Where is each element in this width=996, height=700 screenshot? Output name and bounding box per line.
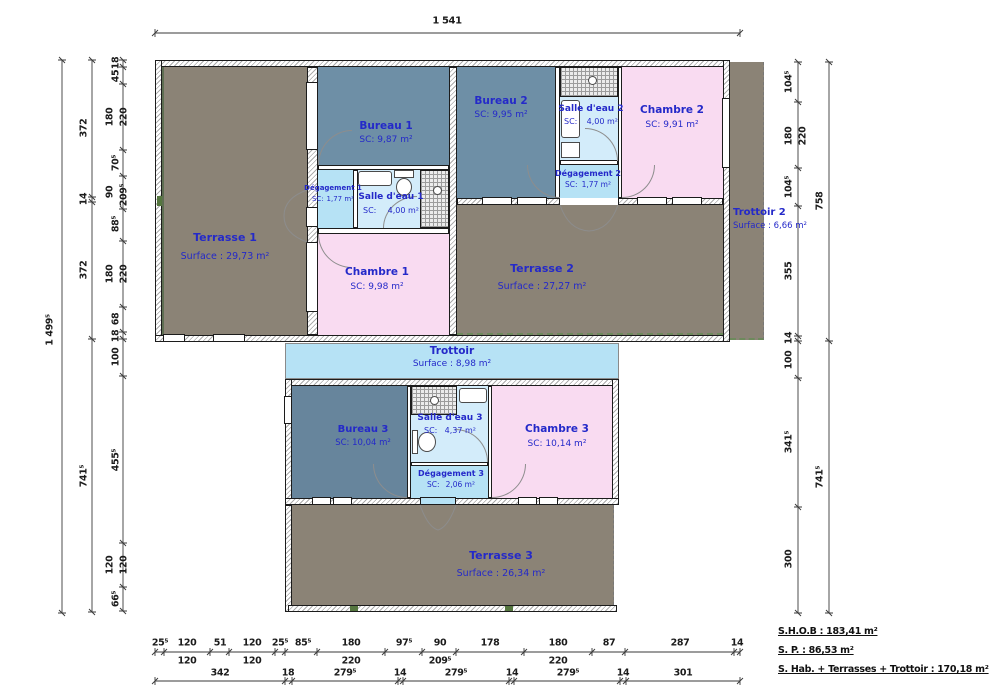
label-bureau-2 (474, 95, 527, 120)
label-degagement-3 (418, 469, 484, 489)
shower-area (420, 170, 449, 228)
room-name: Chambre 3 (525, 423, 589, 435)
dim-bottom: 120 (242, 637, 262, 649)
dim-left: 18 (110, 329, 122, 343)
dim-bottom: 180 (548, 637, 568, 649)
dim-left: 18 (110, 56, 122, 70)
door-opening (306, 207, 318, 227)
dim-bottom2: 279⁵ (333, 667, 357, 679)
dim-left-mid: 741⁵ (78, 464, 90, 488)
label-bureau-1 (359, 120, 412, 145)
summary-total: S. Hab. + Terrasses + Trottoir : 170,18 m² (778, 664, 989, 675)
room-area: SC: 9,95 m² (474, 110, 528, 120)
dim-left: 88⁵ (110, 215, 122, 233)
dim-right: 104⁵ (783, 175, 795, 199)
dim-top-total: 1 541 (432, 15, 462, 27)
dim-bottom-h: 220 (548, 655, 568, 667)
label-terrasse-1 (181, 231, 270, 262)
window (482, 197, 512, 205)
dim-left: 220 (118, 264, 130, 284)
dim-bottom: 90 (433, 637, 447, 649)
dim-left: 68 (110, 312, 122, 326)
room-name: Salle d'eau 1 (358, 192, 424, 202)
room-area: Surface : 26,34 m² (456, 568, 546, 579)
dim-left: 209⁵ (118, 183, 130, 207)
room-sc (565, 180, 611, 189)
room-name: Trottoir (429, 345, 475, 357)
dim-right: 220 (797, 126, 809, 146)
label-bureau-3 (335, 424, 391, 448)
door-opening (420, 497, 456, 505)
dim-bottom2: 342 (210, 667, 230, 679)
wall (618, 198, 723, 205)
room-name: Dégagement 1 (304, 184, 362, 192)
wall (285, 505, 292, 612)
dim-bottom: 25⁵ (271, 637, 289, 649)
dim-bottom2: 14 (393, 667, 407, 679)
dim-left: 45 (110, 69, 122, 83)
dim-right: 180 (783, 126, 795, 146)
landscape-marker (505, 606, 513, 611)
room-name: Bureau 3 (337, 424, 389, 435)
dim-right: 104⁵ (783, 70, 795, 94)
window (306, 242, 318, 312)
landscape-marker (350, 606, 358, 611)
wall (612, 379, 619, 505)
dim-right-outer: 741⁵ (814, 465, 826, 489)
dim-left-mid: 14 (78, 192, 90, 206)
landscape-marker (157, 196, 162, 206)
room-name: Salle d'eau 2 (558, 104, 624, 114)
dim-bottom2: 279⁵ (556, 667, 580, 679)
dim-right-outer: 758 (814, 191, 826, 211)
window (213, 334, 245, 342)
window (163, 334, 185, 342)
sc-label: SC: (563, 117, 578, 126)
dim-left-mid: 372 (78, 118, 90, 138)
dim-left: 70⁵ (110, 154, 122, 172)
room-name: Dégagement 3 (418, 469, 484, 478)
room-name: Bureau 2 (474, 95, 528, 107)
room-area: Surface : 8,98 m² (412, 359, 492, 369)
dim-bottom: 178 (480, 637, 500, 649)
shower-head-icon (433, 186, 442, 195)
room-sc (427, 480, 475, 489)
room-name: Salle d'eau 3 (417, 413, 483, 423)
room-name: Bureau 1 (359, 120, 413, 132)
sc-label: SC: (564, 180, 578, 189)
room-name: Chambre 1 (345, 266, 409, 278)
room-sc (312, 195, 354, 203)
window (539, 497, 558, 505)
room-name: Terrasse 2 (510, 262, 574, 275)
toilet-fixture (394, 170, 414, 178)
dim-bottom: 87 (602, 637, 616, 649)
dim-right: 14 (783, 331, 795, 345)
dim-bottom: 51 (213, 637, 227, 649)
dim-left-mid: 372 (78, 260, 90, 280)
dim-right: 355 (783, 261, 795, 281)
room-area: SC: 9,91 m² (645, 120, 699, 130)
window (312, 497, 331, 505)
dim-bottom: 287 (670, 637, 690, 649)
shower-head-icon (430, 396, 439, 405)
dim-bottom-h: 220 (341, 655, 361, 667)
dim-left: 100 (110, 347, 122, 367)
label-chambre-3 (525, 423, 589, 449)
room-area: SC: 9,98 m² (350, 282, 404, 292)
dim-bottom2: 279⁵ (444, 667, 468, 679)
sc-value: 4,00 m² (586, 117, 618, 126)
dim-bottom: 97⁵ (395, 637, 413, 649)
room-area: Surface : 29,73 m² (180, 251, 270, 262)
dim-left: 120 (118, 555, 130, 575)
room-area: SC: 9,87 m² (359, 135, 413, 145)
wall (449, 67, 457, 335)
wall (285, 379, 619, 386)
window (722, 98, 730, 168)
dim-bottom-h: 120 (242, 655, 262, 667)
room-name: Terrasse 3 (469, 549, 533, 562)
dim-left: 220 (118, 107, 130, 127)
label-chambre-2 (640, 104, 704, 130)
toilet-fixture (561, 142, 580, 158)
dim-left: 180 (104, 264, 116, 284)
window (517, 197, 547, 205)
dim-bottom-h: 120 (177, 655, 197, 667)
room-trottoir-2 (730, 62, 764, 340)
room-name: Trottoir 2 (733, 207, 786, 218)
sc-label: SC: (423, 426, 438, 435)
window (284, 396, 292, 424)
dim-bottom2: 18 (281, 667, 295, 679)
shower-head-icon (588, 76, 597, 85)
summary-sp: S. P. : 86,53 m² (778, 645, 854, 656)
dim-right: 300 (783, 549, 795, 569)
sc-value: 4,37 m² (444, 426, 476, 435)
dim-bottom: 120 (177, 637, 197, 649)
sc-label: SC: (426, 480, 440, 489)
sc-label: SC: (362, 206, 377, 215)
dim-bottom: 85⁵ (294, 637, 312, 649)
window (306, 82, 318, 150)
dim-left: 455⁵ (110, 448, 122, 472)
dim-left: 180 (104, 107, 116, 127)
label-degagement-1 (304, 184, 362, 203)
dim-bottom2: 301 (673, 667, 693, 679)
room-sc (564, 117, 618, 126)
dim-bottom: 25⁵ (151, 637, 169, 649)
dim-right: 341⁵ (783, 430, 795, 454)
toilet-fixture (418, 432, 436, 452)
label-salle-eau-2 (558, 104, 623, 126)
room-area: Surface : 27,27 m² (497, 281, 587, 292)
sc-label: SC: (311, 195, 324, 203)
label-chambre-1 (345, 266, 409, 292)
label-trottoir-2 (733, 207, 807, 231)
room-name: Dégagement 2 (555, 169, 621, 178)
room-area: Surface : 6,66 m² (733, 221, 807, 231)
label-salle-eau-3 (417, 413, 482, 435)
wall (288, 605, 617, 612)
room-area: SC: 10,14 m² (527, 439, 587, 449)
label-salle-eau-1 (358, 192, 423, 215)
room-terrasse-1 (162, 67, 307, 335)
dim-bottom2: 14 (505, 667, 519, 679)
summary-shob: S.H.O.B : 183,41 m² (778, 626, 878, 637)
room-area: SC: 10,04 m² (335, 438, 391, 448)
dim-left-total: 1 499⁵ (44, 314, 56, 346)
dim-bottom: 14 (730, 637, 744, 649)
label-terrasse-3 (457, 549, 546, 579)
label-trottoir (413, 345, 491, 369)
surface-summary (778, 626, 989, 683)
sc-value: 1,77 m² (326, 195, 354, 203)
wall (155, 60, 730, 67)
sc-value: 4,00 m² (387, 206, 419, 215)
dim-bottom-h: 209⁵ (428, 655, 452, 667)
window (518, 497, 537, 505)
dim-left: 90 (104, 185, 116, 199)
window (333, 497, 352, 505)
sc-value: 2,06 m² (445, 480, 475, 489)
label-terrasse-2 (498, 262, 587, 292)
dim-left: 66⁵ (110, 590, 122, 608)
dim-right: 100 (783, 350, 795, 370)
window (637, 197, 667, 205)
room-name: Terrasse 1 (193, 231, 257, 244)
sink-fixture (358, 171, 392, 186)
dim-left: 120 (104, 555, 116, 575)
dim-bottom2: 14 (616, 667, 630, 679)
room-sc (424, 426, 476, 435)
room-sc (363, 206, 419, 215)
window (672, 197, 702, 205)
room-terrasse-3 (288, 505, 614, 605)
sink-fixture (459, 388, 487, 403)
label-degagement-2 (555, 169, 621, 189)
wall (411, 462, 488, 466)
room-name: Chambre 2 (640, 104, 704, 116)
dim-bottom: 180 (341, 637, 361, 649)
sc-value: 1,77 m² (581, 180, 611, 189)
